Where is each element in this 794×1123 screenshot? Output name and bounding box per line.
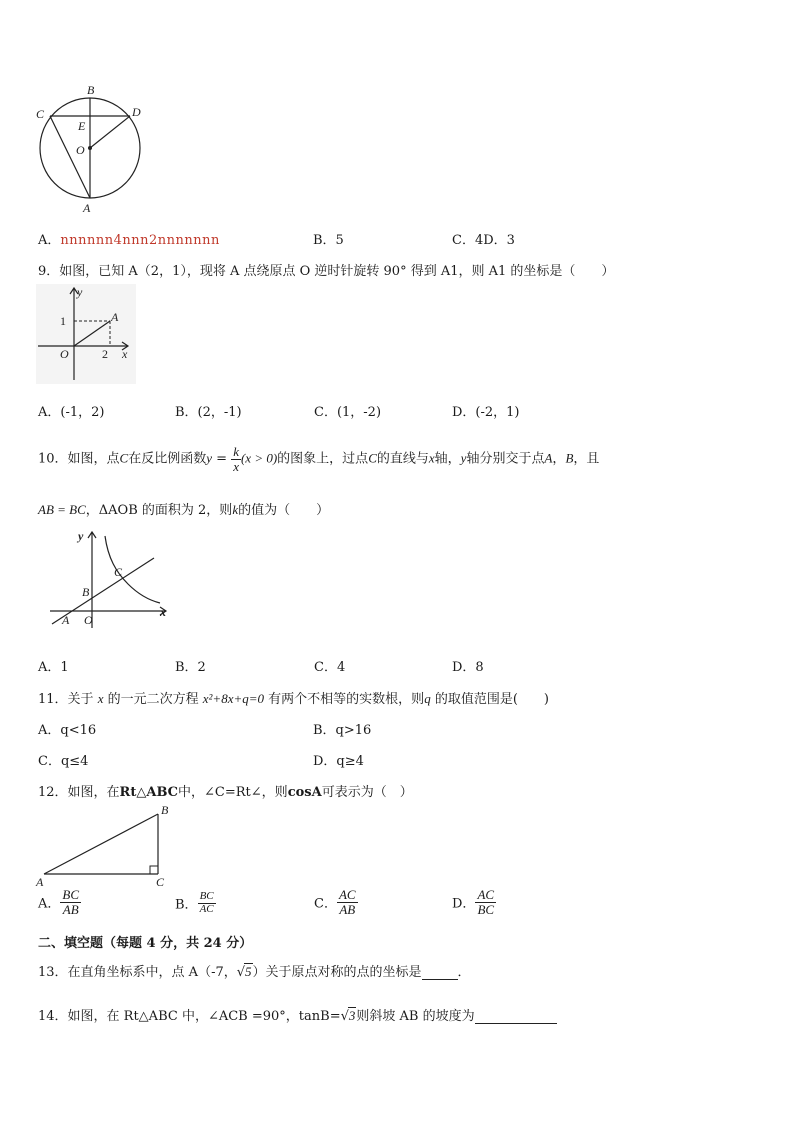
q11-stem <box>38 688 549 707</box>
label-one: 1 <box>60 314 66 328</box>
q8-option-a[interactable] <box>38 229 220 248</box>
section-heading-fill-in: 二、填空题（每题 4 分，共 24 分） <box>38 936 253 951</box>
q8-option-cd[interactable]: C．4D．3 <box>452 233 515 248</box>
q10-var: C <box>368 450 377 466</box>
option-label: C． <box>314 896 337 912</box>
q11-text: 有两个不相等的实数根，则 <box>268 692 425 707</box>
q10-text: ， <box>552 451 566 467</box>
q10-stem-line2 <box>38 499 329 518</box>
fraction-numerator: BC <box>62 887 80 902</box>
q10-stem-line1 <box>38 445 599 473</box>
fraction-ac-ab <box>337 888 358 916</box>
q10-text: ，且 <box>573 451 600 467</box>
fraction-denominator: AB <box>62 901 79 917</box>
q11-var: q <box>424 691 431 706</box>
q10-var: k <box>232 502 239 517</box>
q11-text: 的取值范围是( ) <box>434 692 549 707</box>
label-e: E <box>78 119 86 133</box>
q11-text: 11．关于 <box>38 692 94 707</box>
q10-var: x <box>428 450 435 466</box>
option-label: B． <box>175 897 198 913</box>
q9-option-d[interactable]: D．(-2，1) <box>452 405 520 420</box>
q10-text: 轴， <box>434 451 461 467</box>
q10-text: ，ΔAOB 的面积为 2，则 <box>85 503 233 518</box>
fraction-denominator: x <box>233 458 239 474</box>
sqrt-sign: √ <box>236 965 246 980</box>
label-b: B <box>161 803 169 817</box>
q8-option-b[interactable]: B．5 <box>313 233 344 248</box>
fraction-bc-ac <box>198 891 216 915</box>
q14-text: 则斜坡 AB 的坡度为 <box>356 1009 475 1024</box>
q12-stem <box>38 781 413 800</box>
q13-text: ． <box>457 965 471 980</box>
q10-var: y <box>460 450 467 466</box>
fraction-numerator: AC <box>477 887 495 902</box>
q11-equation: x²+8x+q=0 <box>202 691 265 706</box>
q12-option-a[interactable] <box>38 888 81 916</box>
option-label: D． <box>452 896 476 912</box>
q12-condition: ∠C=Rt∠ <box>204 785 262 800</box>
q10-hyperbola-figure <box>48 528 174 630</box>
fraction-numerator: BC <box>199 890 214 902</box>
label-c: C <box>114 565 123 579</box>
q10-text: 的值为（ ） <box>238 503 330 518</box>
q12-text: 中， <box>178 785 205 800</box>
q10-text: 轴分别交于点 <box>466 451 545 467</box>
q10-var: A <box>544 450 553 466</box>
label-o: O <box>84 613 93 627</box>
q8-circle-figure <box>28 82 148 214</box>
q9-stem: 9．如图，已知 A（2，1），现将 A 点绕原点 O 逆时针旋转 90° 得到 A1，则 A1 的坐标是（ ） <box>38 264 615 279</box>
center-dot <box>88 146 92 150</box>
fraction-ac-bc <box>475 888 496 916</box>
label-y: y <box>77 285 83 299</box>
q9-coordinate-figure <box>36 284 136 384</box>
q9-option-a[interactable]: A．(-1，2) <box>38 405 105 420</box>
q12-option-b[interactable] <box>175 891 216 915</box>
q10-option-c[interactable]: C．4 <box>314 660 346 675</box>
label-o: O <box>60 347 69 361</box>
q9-option-c[interactable]: C．(1，-2) <box>314 405 382 420</box>
fraction-denominator: AC <box>199 902 214 915</box>
option-label: A． <box>38 896 61 912</box>
sqrt-radicand: 3 <box>348 1008 356 1023</box>
sqrt-sign: √ <box>340 1009 349 1024</box>
q10-var: y <box>206 450 213 466</box>
label-x: x <box>160 605 166 619</box>
sqrt-radicand: 5 <box>245 964 252 979</box>
q10-fraction-k-over-x <box>231 445 241 473</box>
q12-triangle-figure <box>34 800 180 888</box>
fraction-numerator: AC <box>338 887 356 902</box>
fraction-denominator: BC <box>477 901 495 917</box>
q10-text: 的图象上，过点 <box>277 451 369 467</box>
q10-var: C <box>119 450 129 466</box>
q12-triangle: Rt△ABC <box>119 785 179 800</box>
label-c: C <box>36 107 45 121</box>
label-b: B <box>82 585 90 599</box>
q12-cos: cosA <box>287 785 322 800</box>
q10-condition: (x > 0) <box>240 450 278 466</box>
label-o: O <box>76 143 85 157</box>
label-a: A <box>111 310 119 324</box>
label-a: A <box>36 875 44 888</box>
q9-option-b[interactable]: B．(2，-1) <box>175 405 242 420</box>
fraction-numerator: k <box>233 444 239 459</box>
label-a: A <box>83 201 91 214</box>
q14-answer-blank[interactable] <box>475 1011 557 1024</box>
fraction-bc-ab <box>60 888 81 916</box>
q10-option-d[interactable]: D．8 <box>452 660 484 675</box>
label-x: x <box>122 347 128 361</box>
q10-option-a[interactable]: A．1 <box>38 660 69 675</box>
label-y: y <box>78 529 84 543</box>
q14-text: 14．如图，在 Rt△ABC 中，∠ACB =90°，tanB= <box>38 1009 341 1024</box>
q11-option-c[interactable]: C．q≤4 <box>38 754 89 769</box>
label-c: C <box>156 875 165 888</box>
q8-option-a-label: A． <box>38 233 61 248</box>
q11-text: 的一元二次方程 <box>107 692 199 707</box>
q13-stem <box>38 961 471 980</box>
radius-od <box>90 116 130 148</box>
q12-text: ，则 <box>261 785 288 800</box>
side-ab <box>44 814 158 874</box>
q10-text: 在反比例函数 <box>128 451 207 467</box>
q12-option-d[interactable] <box>452 888 496 916</box>
label-a: A <box>62 613 70 627</box>
q10-equation: AB = BC <box>38 502 86 517</box>
label-d: D <box>132 105 141 119</box>
q10-text: 10．如图，点 <box>38 451 120 467</box>
q13-answer-blank[interactable] <box>422 967 458 980</box>
q12-text: 12．如图，在 <box>38 785 120 800</box>
q12-option-c[interactable] <box>314 888 358 916</box>
q11-var: x <box>97 691 104 706</box>
q14-stem <box>38 1005 557 1024</box>
q13-text: ）关于原点对称的点的坐标是 <box>252 965 422 980</box>
fraction-denominator: AB <box>339 901 356 917</box>
q8-option-a-text: nnnnnn4nnn2nnnnnnn <box>60 233 220 248</box>
q10-text: = <box>212 451 232 467</box>
q12-text: 可表示为（ ） <box>321 785 413 800</box>
label-b: B <box>87 83 95 97</box>
q10-text: 的直线与 <box>376 451 429 467</box>
q11-option-b[interactable]: B．q>16 <box>313 723 372 738</box>
q11-option-a[interactable]: A．q<16 <box>38 723 97 738</box>
q10-option-b[interactable]: B．2 <box>175 660 206 675</box>
q11-option-d[interactable]: D．q≥4 <box>313 754 364 769</box>
q13-text: 13．在直角坐标系中，点 A（-7， <box>38 965 237 980</box>
right-angle-mark <box>150 866 158 874</box>
q10-var: B <box>565 450 574 466</box>
label-two: 2 <box>102 347 108 361</box>
